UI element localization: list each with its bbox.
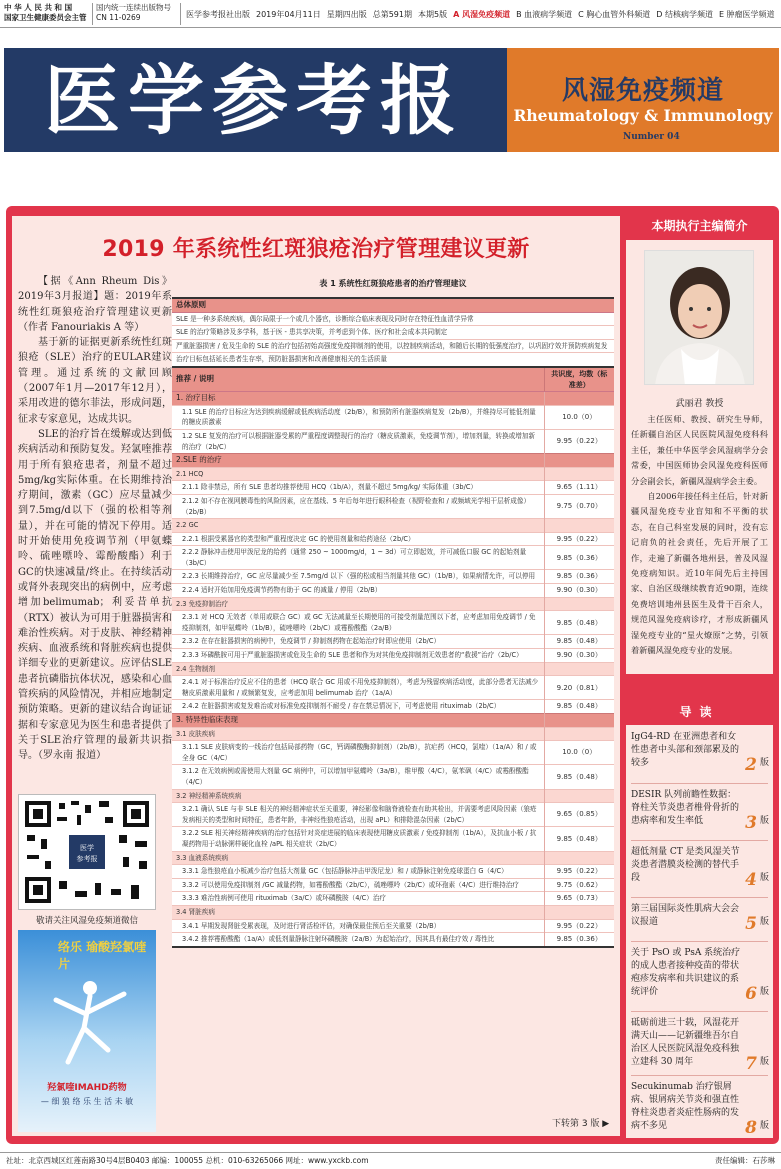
qr-caption: 敬请关注风湿免疫频道微信 xyxy=(35,916,138,926)
consensus-value: 10.0（0） xyxy=(544,741,614,765)
table-row xyxy=(172,803,614,827)
table-row xyxy=(172,892,614,906)
consensus-value xyxy=(544,789,614,803)
table-row xyxy=(172,494,614,518)
guide-page: 3 xyxy=(745,813,757,833)
table-row xyxy=(172,676,614,700)
bio-paragraph: 主任医师、教授、研究生导师，任新疆自治区人民医院风湿免疫科科主任，兼任中华医学会风湿病学分会常委，中国医师协会风湿免疫科医师分会副会长，新疆风湿病学会主委。 xyxy=(631,414,768,486)
channel-d[interactable]: D 结核病学频道 xyxy=(656,10,713,19)
guide-page: 5 xyxy=(745,914,757,934)
recommendation-text: 3.2 神经精神系统疾病 xyxy=(172,789,544,803)
column-header-recommend: 推荐 / 说明 xyxy=(172,367,544,392)
table-row xyxy=(172,481,614,495)
guide-list xyxy=(626,725,773,1138)
guide-page: 4 xyxy=(745,870,757,890)
table-header-row xyxy=(172,367,614,392)
continued-notice[interactable]: 下转第 3 版 ▶ xyxy=(552,1119,610,1129)
divider xyxy=(180,3,181,25)
consensus-value: 9.85（0.48） xyxy=(544,700,614,714)
divider xyxy=(631,1075,768,1076)
consensus-value: 9.20（0.81） xyxy=(544,676,614,700)
top-strip xyxy=(0,0,781,28)
table-category-row xyxy=(172,454,614,468)
guide-page: 6 xyxy=(745,984,757,1004)
guide-item[interactable] xyxy=(631,846,771,890)
article-body xyxy=(18,274,172,764)
recommendation-text: 3.4 肾脏疾病 xyxy=(172,905,544,919)
table-row xyxy=(172,933,614,947)
recommendation-text: 2.3.1 对 HCQ 无效者（单用或联合 GC）或 GC 无法减量至长期使用的可接受剂量范围以下者，应考虑加用免疫调节 / 免疫抑制剂，如甲氨蝶呤（1b/B），硫唑嘌呤（2b/C）或霉酚酸酯（2a/B） xyxy=(172,611,544,635)
consensus-value: 9.95（0.22） xyxy=(544,919,614,933)
channel-banner xyxy=(507,48,779,152)
recommendation-text: 2.3 免疫抑制治疗 xyxy=(172,597,544,611)
table-subsection-row xyxy=(172,519,614,533)
issue-info xyxy=(186,9,775,20)
issue-number: 总第591期 xyxy=(372,10,412,19)
table-row xyxy=(172,649,614,663)
recommendation-text: 2.4.1 对于标准治疗反应不佳的患者（HCQ 联合 GC 用或不用免疫抑制剂），考虑为残留疾病活动度，此部分患者无法减少糖皮质激素用量和 / 或频繁复发，应考虑加用 belimumab 治疗（1a/A） xyxy=(172,676,544,700)
cn-number-block xyxy=(96,3,171,23)
consensus-value: 9.95（0.22） xyxy=(544,865,614,879)
table-subsection-row xyxy=(172,727,614,741)
advertisement[interactable] xyxy=(18,930,156,1132)
table-subsection-row xyxy=(172,597,614,611)
principle-row xyxy=(172,312,614,326)
guide-item[interactable] xyxy=(631,947,771,1004)
recommendation-text: 1. 治疗目标 xyxy=(172,392,544,406)
recommendation-table-wrap xyxy=(172,278,614,948)
guide-item[interactable] xyxy=(631,903,771,934)
divider xyxy=(631,897,768,898)
principle-row xyxy=(172,353,614,367)
table-row xyxy=(172,611,614,635)
guide-page: 2 xyxy=(745,755,757,775)
guide-page: 8 xyxy=(745,1118,757,1138)
guide-text: 第三届国际炎性肌病大会会议报道 xyxy=(631,904,740,927)
editor-bio xyxy=(631,412,768,659)
recommendation-text: 2.2.2 静脉冲击使用甲泼尼龙的给药（通常 250 ~ 1000mg/d，1 ~ 3d）可立即起效，并可减低口服 GC 的起始剂量（3b/C） xyxy=(172,546,544,570)
ad-slogan: — 细 狼 络 乐 生 活 未 敏 xyxy=(40,1097,134,1106)
guide-page-unit: 版 xyxy=(759,1121,769,1131)
column-header-value: 共识度，均数（标准差） xyxy=(544,367,614,392)
table-row xyxy=(172,584,614,598)
guide-text: Secukinumab 治疗银屑病、银屑病关节炎和强直性脊柱炎患者炎症性肠病的发病不多见 xyxy=(631,1082,740,1131)
svg-text:医学: 医学 xyxy=(80,844,94,852)
recommendation-text: 3.3.2 可以使用免疫抑制剂 /GC 减量药物，如霉酚酸酯（2b/C），硫唑嘌呤（2b/C）或环孢素（4/C）进行维持治疗 xyxy=(172,878,544,892)
consensus-value xyxy=(544,905,614,919)
recommendation-text: 3.2.2 SLE 相关神经精神疾病的治疗包括针对炎症进展的临床表现使用糖皮质激素 / 免疫抑制剂（1b/A），及抗血小板 / 抗凝药物用于动脉粥样硬化血栓 /aPL 相关症状（2b/C） xyxy=(172,827,544,851)
table-category-row xyxy=(172,714,614,728)
guide-item[interactable] xyxy=(631,1017,771,1074)
editor-photo xyxy=(644,250,754,385)
principles-heading-row xyxy=(172,298,614,312)
recommendation-text: 3.3.3 难治性病例可使用 rituximab（3a/C）或环磷酰胺（4/C）治疗 xyxy=(172,892,544,906)
guide-page-unit: 版 xyxy=(759,816,769,826)
guide-text: 关于 PsO 或 PsA 系统治疗的成人患者接种疫苗的带状疱疹发病率和共识建议的系统评价 xyxy=(631,948,741,997)
recommendation-text: 2.3.3 环磷酰胺可用于严重脏器损害或危及生命的 SLE 患者和作为对其他免疫抑制剂无效患者的“救援”治疗（2b/C） xyxy=(172,649,544,663)
recommendation-text: 2.2.1 根据受累器官的类型和严重程度决定 GC 的使用剂量和给药途径（2b/C） xyxy=(172,532,544,546)
consensus-value: 9.85（0.36） xyxy=(544,570,614,584)
consensus-value xyxy=(544,662,614,676)
guide-heading: 导读 xyxy=(626,701,773,723)
consensus-value: 9.95（0.22） xyxy=(544,429,614,453)
recommendation-text: 2.1 HCQ xyxy=(172,467,544,481)
publisher-block xyxy=(4,3,87,23)
masthead xyxy=(4,48,779,152)
recommendation-text: 2.2.3 长期维持治疗，GC 应尽量减少至 7.5mg/d 以下（强的松或相当剂量其他 GC）（1b/B），如果病情允许，可以停用 xyxy=(172,570,544,584)
editor-heading: 本期执行主编简介 xyxy=(626,214,773,238)
editor-profile xyxy=(626,240,773,674)
consensus-value: 9.85（0.48） xyxy=(544,765,614,789)
recommendation-text: 2.1.1 除非禁忌，所有 SLE 患者均推荐使用 HCQ（1b/A），剂量不超过 5mg/kg/ 实际体重（3b/C） xyxy=(172,481,544,495)
main-article-panel xyxy=(12,216,620,1136)
guide-item[interactable] xyxy=(631,789,771,833)
cn-number: CN 11-0269 xyxy=(96,13,141,22)
table-row xyxy=(172,827,614,851)
guide-page-unit: 版 xyxy=(759,987,769,997)
consensus-value xyxy=(544,467,614,481)
channel-a[interactable]: A 风湿免疫频道 xyxy=(453,10,511,19)
recommendation-text: 1.2 SLE 复发的治疗可以根据脏器受累的严重程度调整现行的治疗（糖皮质激素，免疫调节剂），增加剂量，转换或增加新的治疗（2b/C） xyxy=(172,429,544,453)
recommendation-text: 3.1.2 在无效病例或需使用大剂量 GC 病例中，可以增加甲氨蝶呤（3a/B），维甲酸（4/C），氨苯砜（4/C）或霉酚酸酯（4/C） xyxy=(172,765,544,789)
consensus-value: 9.65（1.11） xyxy=(544,481,614,495)
consensus-value: 9.95（0.22） xyxy=(544,532,614,546)
consensus-value: 9.90（0.30） xyxy=(544,649,614,663)
table-body xyxy=(172,392,614,947)
recommendation-text: 3.3 血液系统疾病 xyxy=(172,851,544,865)
channel-number: Number 04 xyxy=(623,132,680,142)
dancer-icon xyxy=(38,970,138,1070)
consensus-value: 10.0（0） xyxy=(544,405,614,429)
recommendation-text: 2.1.2 如不存在视网膜毒性的风险因素，应在基线、5 年后每年进行眼科检查（视野检查和 / 或频域光学相干层析成像）（2b/B） xyxy=(172,494,544,518)
guide-text: 超低剂量 CT 是类风湿关节炎患者潜膜炎检测的替代手段 xyxy=(631,847,740,883)
consensus-value xyxy=(544,597,614,611)
table-row xyxy=(172,532,614,546)
recommendation-text: 1.1 SLE 的治疗目标应为达到疾病缓解或低疾病活动度（2b/B），和预防所有脏器疾病复发（2b/B），并维持尽可能低剂量的糖皮质激素 xyxy=(172,405,544,429)
table-row xyxy=(172,878,614,892)
recommendation-text: 3.4.2 推荐霉酚酸酯（1a/A）或低剂量静脉注射环磷酰胺（2a/B）为起始治疗，因其具有最佳疗效 / 毒性比 xyxy=(172,933,544,947)
recommendation-text: 2.3.2 在存在脏器损害的病例中，免疫调节 / 抑制剂药物在起始治疗时即应使用（2b/C） xyxy=(172,635,544,649)
article-headline: 2019 年系统性红斑狼疮治疗管理建议更新 xyxy=(102,237,530,262)
consensus-value xyxy=(544,727,614,741)
principles-heading: 总体原则 xyxy=(172,298,614,312)
footer-editor: 责任编辑：石莎琳 xyxy=(715,1156,775,1165)
table-category-row xyxy=(172,392,614,406)
page-count: 本期5版 xyxy=(418,10,448,19)
table-row xyxy=(172,635,614,649)
recommendation-text: 3.2.1 确认 SLE 与非 SLE 相关的神经精神症状至关重要，神经影像和脑脊液检查有助其检出，并需要考虑风险因素（狼疮发病相关的类型和时间特征，患者年龄，非神经性狼疮活动，出现 aPL）和排除混杂因素（2b/C） xyxy=(172,803,544,827)
channel-b[interactable]: B 血液病学频道 xyxy=(516,10,573,19)
recommendation-text: 3. 特异性临床表现 xyxy=(172,714,544,728)
editor-name: 武丽君 教授 xyxy=(675,399,724,409)
table-subsection-row xyxy=(172,467,614,481)
table-row xyxy=(172,865,614,879)
channel-c[interactable]: C 胸心血管外科频道 xyxy=(578,10,651,19)
principle-row xyxy=(172,339,614,353)
guide-page-unit: 版 xyxy=(759,917,769,927)
principle-text: SLE 的治疗策略涉及多学科，基于医 - 患共享决策，并考虑到个体、医疗和社会成本共同制定 xyxy=(172,326,614,340)
consensus-value: 9.85（0.48） xyxy=(544,827,614,851)
channel-title-cn: 风湿免疫频道 xyxy=(561,76,724,106)
table-caption: 表 1 系统性红斑狼疮患者的治疗管理建议 xyxy=(319,279,467,288)
publisher-authority: 国家卫生健康委员会主管 xyxy=(4,13,87,22)
table-row xyxy=(172,765,614,789)
guide-text: IgG4-RD 在亚洲患者和女性患者中头部和颈部累及的较多 xyxy=(631,732,740,768)
guide-page: 7 xyxy=(745,1054,757,1074)
table-row xyxy=(172,405,614,429)
qr-code[interactable] xyxy=(18,794,156,910)
principle-row xyxy=(172,326,614,340)
recommendation-text: 3.1 皮肤疾病 xyxy=(172,727,544,741)
table-row xyxy=(172,546,614,570)
newspaper-title: 医学参考报 xyxy=(44,56,464,145)
table-row xyxy=(172,919,614,933)
divider xyxy=(631,783,768,784)
consensus-value xyxy=(544,851,614,865)
divider xyxy=(631,840,768,841)
recommendation-text: 2.4.2 在脏器损害或复发难治或对标准免疫抑制剂不耐受 / 存在禁忌情况下，可考虑使用 rituximab（2b/C） xyxy=(172,700,544,714)
recommendation-text: 3.4.1 早期发现肾脏受累表现，及时进行肾活检评估，对确保最佳预后至关重要（2b/B） xyxy=(172,919,544,933)
guide-page-unit: 版 xyxy=(759,1057,769,1067)
footer-address: 社址：北京西城区红莲南路30号4层B0403 邮编：100055 总机：010-63265066 网址：www.yxckb.com xyxy=(6,1156,369,1165)
consensus-value: 9.90（0.30） xyxy=(544,584,614,598)
table-subsection-row xyxy=(172,662,614,676)
divider xyxy=(631,1011,768,1012)
consensus-value: 9.85（0.36） xyxy=(544,933,614,947)
recommendation-text: 2.SLE 的治疗 xyxy=(172,454,544,468)
recommendation-text: 2.2.4 适时开始加用免疫调节药物有助于 GC 的减量 / 停用（2b/B） xyxy=(172,584,544,598)
guide-text: DESIR 队列前瞻性数据：脊柱关节炎患者椎骨骨折的患病率和发生率低 xyxy=(631,790,740,826)
paper-name: 医学参考报社出版 xyxy=(186,10,250,19)
recommendation-table xyxy=(172,297,614,948)
consensus-value: 9.85（0.48） xyxy=(544,635,614,649)
svg-text:参考报: 参考报 xyxy=(76,855,98,863)
consensus-value xyxy=(544,454,614,468)
consensus-value: 9.75（0.62） xyxy=(544,878,614,892)
person-portrait-icon xyxy=(645,251,754,385)
consensus-value: 9.65（0.85） xyxy=(544,803,614,827)
table-subsection-row xyxy=(172,905,614,919)
sidebar xyxy=(626,214,773,1138)
bio-paragraph: 自2006年接任科主任后，针对新疆风湿免疫专业盲知和不平衡的状态，在自己科室发展的同时，没有忘记肩负的社会责任，先后开展了工作，走遍了新疆各地州县，普及风湿免疫病知识。近10年间先后主持国家、自治区级继续教育近90期，连续免费培训地州县医生及骨干百余人，规范风湿免疫病诊疗，才形成新疆风湿免疫专业的“星火燎原”之势，引领着新疆风湿免疫专业的发展。 xyxy=(631,491,768,656)
table-row xyxy=(172,741,614,765)
recommendation-text: 2.4 生物制剂 xyxy=(172,662,544,676)
issue-date: 2019年04月11日 xyxy=(256,10,321,19)
table-subsection-row xyxy=(172,851,614,865)
article-paragraph: 【据《Ann Rheum Dis》2019年3月报道】题：2019年系统性红斑狼疮治疗管理建议更新（作者 Fanouriakis A 等） xyxy=(18,276,172,333)
recommendation-text: 3.1.1 SLE 皮肤病变的一线治疗包括局部药物（GC，钙调磷酸酶抑制剂）（2b/B），抗疟药（HCQ，氯喹）（1a/A）和 / 或全身 GC（4/C） xyxy=(172,741,544,765)
ad-subtitle: 羟氯喹IMAHD药物 xyxy=(47,1083,127,1093)
consensus-value xyxy=(544,392,614,406)
channel-title-en: Rheumatology & Immunology xyxy=(513,106,773,125)
table-row xyxy=(172,700,614,714)
table-row xyxy=(172,429,614,453)
table-subsection-row xyxy=(172,789,614,803)
consensus-value: 9.75（0.70） xyxy=(544,494,614,518)
divider xyxy=(631,941,768,942)
recommendation-text: 2.2 GC xyxy=(172,519,544,533)
qr-code-icon xyxy=(19,795,155,909)
table-row xyxy=(172,570,614,584)
footer xyxy=(0,1152,781,1169)
ad-title: 络乐 瑜酸羟氯喹片 xyxy=(58,940,147,971)
guide-text: 砥砺前进三十载，风湿花开满天山——记新疆维吾尔自治区人民医院风湿免疫科独立建科 30 周年 xyxy=(631,1018,740,1067)
principle-text: SLE 是一种多系统疾病，偶尔局限于一个或几个器官，诊断综合临床表现及同时存在特征性血清学异常 xyxy=(172,312,614,326)
consensus-value: 9.85（0.36） xyxy=(544,546,614,570)
divider xyxy=(92,3,93,25)
publisher-country: 中 华 人 民 共 和 国 xyxy=(4,3,73,12)
guide-item[interactable] xyxy=(631,731,771,775)
consensus-value xyxy=(544,714,614,728)
cn-label: 国内统一连续出版物号 xyxy=(96,3,171,12)
principle-text: 严重脏器损害 / 危及生命的 SLE 的治疗包括初始高强度免疫抑制剂的使用，以控制疾病活动，和随后长期的低强度治疗，以巩固疗效并预防疾病复发 xyxy=(172,339,614,353)
principle-text: 治疗目标包括延长患者生存率，预防脏器损害和改善健康相关的生活质量 xyxy=(172,353,614,367)
guide-page-unit: 版 xyxy=(759,758,769,768)
article-paragraph: SLE的治疗旨在缓解或达到低疾病活动和预防复发。羟氯喹推荐用于所有狼疮患者，剂量不超过5mg/kg实际体重。在长期维持治疗期间，激素（GC）应尽量减少到7.5mg/d以下（强的松相等剂量），并在可能的情况下停用。适时开始使用免疫调节剂（甲氨蝶呤、硫唑嘌呤、霉酚酸酯）利于GC的快速减量/终止。在持续活动或肾外表现突出的病例中，应考虑增加belimumab；利妥昔单抗（RTX）被认为可用于脏器损害和难治性疾病。对于皮肤、神经精神疾病、血液系统和肾脏疾病也提供详细专业的更新建议。应评估SLE患者抗磷脂抗体状况，感染和心血管疾病的风险情况，并相应地制定预防策略。更新的建议结合询证证据和专家意见为医生和患者提供了关于SLE治疗管理的最新共识指导。（罗永南 报道） xyxy=(18,428,172,762)
consensus-value: 9.65（0.73） xyxy=(544,892,614,906)
consensus-value: 9.85（0.48） xyxy=(544,611,614,635)
article-paragraph: 基于新的证据更新系统性红斑狼疮（SLE）治疗的EULAR建议管理。通过系统的文献回顾（2007年1月—2017年12月），采用改进的德尔菲法，形成问题，征求专家意见，达成共识。 xyxy=(18,337,172,425)
guide-item[interactable] xyxy=(631,1081,771,1138)
channel-e[interactable]: E 肿瘤医学频道 xyxy=(718,10,775,19)
issue-weekday: 星期四出版 xyxy=(326,10,367,19)
recommendation-text: 3.3.1 急性狼疮血小板减少治疗包括大剂量 GC（包括静脉冲击甲泼尼龙）和 / 或静脉注射免疫球蛋白 G（4/C） xyxy=(172,865,544,879)
consensus-value xyxy=(544,519,614,533)
guide-page-unit: 版 xyxy=(759,873,769,883)
